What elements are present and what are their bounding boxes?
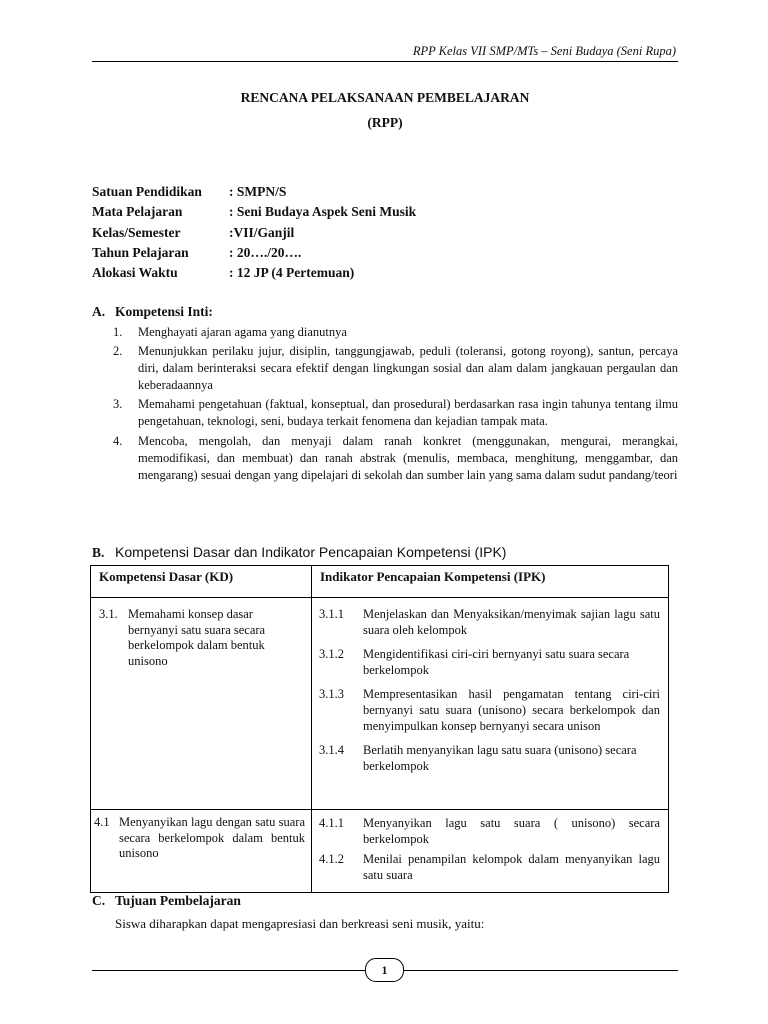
ipk-text: Menyanyikan lagu satu suara ( unisono) secara berkelompok: [363, 816, 660, 846]
kd-number: 3.1.: [99, 607, 118, 621]
ipk-text: Menilai penampilan kelompok dalam menyanyikan lagu satu suara: [363, 852, 660, 882]
ipk-number: 4.1.1: [319, 816, 344, 830]
list-item-number: 2.: [113, 344, 123, 359]
table-header-kd: Kompetensi Dasar (KD): [91, 566, 312, 598]
section-b-title: Kompetensi Dasar dan Indikator Pencapaian Kompetensi (IPK): [115, 544, 507, 560]
identity-label: Mata Pelajaran: [92, 204, 183, 220]
identity-row: [92, 202, 678, 222]
kd-item: [94, 815, 305, 862]
identity-row: [92, 243, 678, 263]
section-c-title: Tujuan Pembelajaran: [115, 893, 241, 908]
ipk-item: [319, 815, 660, 847]
identity-row: [92, 182, 678, 202]
identity-value: : SMPN/S: [229, 184, 287, 199]
table-header-ipk: Indikator Pencapaian Kompetensi (IPK): [312, 566, 669, 598]
list-item-text: Menghayati ajaran agama yang dianutnya: [138, 325, 347, 339]
list-item-number: 3.: [113, 397, 123, 412]
ipk-item: [319, 686, 660, 734]
section-a-letter: A.: [92, 304, 106, 319]
header-divider: [92, 61, 678, 62]
kd-item: [99, 607, 305, 669]
list-item: [113, 433, 678, 484]
section-a-heading: [92, 304, 678, 320]
running-header: RPP Kelas VII SMP/MTs – Seni Budaya (Seni Rupa): [412, 44, 676, 58]
identity-label: Satuan Pendidikan: [92, 184, 202, 199]
section-c-letter: C.: [92, 893, 106, 908]
identity-label: Kelas/Semester: [92, 224, 181, 240]
list-item: [113, 324, 678, 341]
ipk-text: Mengidentifikasi ciri-ciri bernyanyi satu suara secara berkelompok: [363, 647, 630, 677]
list-item-text: Mencoba, mengolah, dan menyaji dalam ranah konkret (menggunakan, mengurai, merangkai, memodifikasi, dan membuat) dan ranah abstrak (menulis, membaca, menghitung, menggambar, dan mengarang) sesuai dengan yang dipelajari di sekolah dan sumber lain yang sama dalam sudut pandang/teori: [138, 433, 678, 482]
ipk-number: 3.1.1: [319, 607, 344, 621]
identity-block: [92, 182, 678, 283]
list-item-text: Memahami pengetahuan (faktual, konseptual, dan prosedural) berdasarkan rasa ingin tahunya tentang ilmu pengetahuan, teknologi, seni, budaya terkait fenomena dan kejadian tampak mata.: [138, 397, 678, 429]
ipk-item: [319, 851, 660, 883]
kd-text: Memahami konsep dasar bernyanyi satu suara secara berkelompok dalam bentuk unisono: [128, 607, 266, 668]
section-b-heading: [92, 544, 506, 561]
identity-row: [92, 263, 678, 283]
table-row: [91, 810, 669, 893]
ipk-text: Berlatih menyanyikan lagu satu suara (unisono) secara berkelompok: [363, 743, 637, 773]
identity-row: [92, 223, 678, 243]
footer-divider-left: [92, 970, 365, 971]
section-c-body: Siswa diharapkan dapat mengapresiasi dan berkreasi seni musik, yaitu:: [115, 916, 485, 931]
page-number: 1: [365, 958, 404, 982]
identity-value: : Seni Budaya Aspek Seni Musik: [229, 204, 417, 220]
ipk-cell: [312, 810, 669, 893]
section-c-heading: [92, 893, 678, 909]
ipk-number: 3.1.4: [319, 743, 344, 757]
kd-cell: [91, 598, 312, 810]
identity-value: : 12 JP (4 Pertemuan): [229, 265, 355, 281]
ipk-text: Mempresentasikan hasil pengamatan tentang ciri-ciri bernyanyi satu suara (unisono) secara berkelompok dan menyimpulkan konsep bernyanyi secara unison: [363, 687, 660, 733]
document-title: RENCANA PELAKSANAAN PEMBELAJARAN: [240, 90, 530, 105]
list-item-number: 4.: [113, 433, 123, 448]
identity-label: Alokasi Waktu: [92, 265, 178, 281]
ipk-number: 3.1.3: [319, 687, 344, 701]
kd-text: Menyanyikan lagu dengan satu suara secara berkelompok dalam bentuk unisono: [119, 815, 305, 861]
list-item-number: 1.: [113, 325, 123, 339]
ipk-text: Menjelaskan dan Menyaksikan/menyimak sajian lagu satu suara oleh kelompok: [363, 607, 660, 637]
list-item: [113, 396, 678, 430]
footer-divider-right: [402, 970, 678, 971]
competency-table: [90, 565, 669, 893]
document-subtitle: (RPP): [367, 115, 403, 130]
identity-value: : 20…./20….: [229, 244, 302, 260]
ipk-number: 4.1.2: [319, 852, 344, 866]
section-b-letter: B.: [92, 545, 105, 560]
ipk-number: 3.1.2: [319, 647, 344, 661]
section-a-title: Kompetensi Inti:: [115, 304, 213, 319]
kompetensi-inti-list: [113, 324, 678, 486]
table-row: [91, 598, 669, 810]
list-item: [113, 343, 678, 394]
ipk-item: [319, 606, 660, 638]
ipk-item: [319, 646, 660, 678]
kd-number: 4.1: [94, 815, 110, 829]
table-header-row: [91, 566, 669, 598]
kd-cell: [91, 810, 312, 893]
ipk-item: [319, 742, 660, 774]
identity-label: Tahun Pelajaran: [92, 244, 189, 260]
identity-value: :VII/Ganjil: [229, 224, 295, 240]
ipk-cell: [312, 598, 669, 810]
list-item-text: Menunjukkan perilaku jujur, disiplin, tanggungjawab, peduli (toleransi, gotong royong), santun, percaya diri, dalam berinteraksi secara efektif dengan lingkungan sosial dan alam dalam jangkauan pergaulan dan keberadaannya: [138, 344, 678, 393]
